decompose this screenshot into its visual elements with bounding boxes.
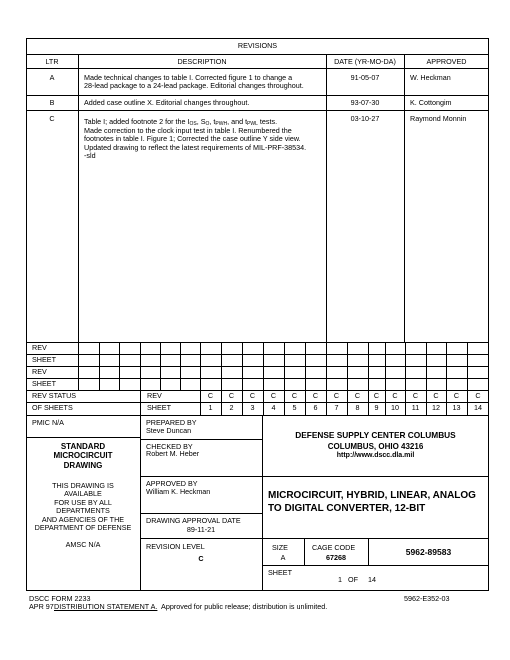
- sheet-status-value: 7: [334, 403, 339, 412]
- sheet-number: 1 OF 14: [338, 575, 376, 584]
- rev-status-value: C: [249, 391, 256, 400]
- rev-row-c-description: Made correction to the clock input test in table I. Renumbered the footnotes in table I. Figure 1; Corrected the case outline Y side view. Updated drawing to reflect the latest requirements of MIL-PRF-38534. -sld: [84, 126, 307, 161]
- rev-row-a-approved: W. Heckman: [410, 73, 451, 82]
- pmic: PMIC N/A: [32, 418, 64, 427]
- sheet-label-2: SHEET: [32, 379, 56, 388]
- distribution-statement: DISTRIBUTION STATEMENT A. Approved for public release; distribution is unlimited.: [54, 602, 328, 611]
- rev-row-a-ltr: A: [49, 73, 55, 82]
- rev-row-b-ltr: B: [49, 98, 55, 107]
- of-sheets-sheet-label: SHEET: [147, 403, 171, 412]
- agency-line1: DEFENSE SUPPLY CENTER COLUMBUS: [295, 430, 456, 440]
- rev-status-value: C: [412, 391, 419, 400]
- size-value: A: [280, 553, 286, 562]
- checked-by-label: CHECKED BY: [146, 442, 193, 451]
- sheet-status-value: 6: [313, 403, 318, 412]
- checked-by: Robert M. Heber: [146, 449, 200, 458]
- rev-label-2: REV: [32, 367, 47, 376]
- rev-row-b-approved: K. Cottongim: [410, 98, 452, 107]
- availability-statement: THIS DRAWING IS AVAILABLE FOR USE BY ALL DEPARTMENTS AND AGENCIES OF THE DEPARTMENT OF DEFENSE: [34, 481, 132, 533]
- rev-status-label: REV STATUS: [32, 391, 77, 400]
- rev-status-value: C: [354, 391, 361, 400]
- drawing-number: 5962-89583: [405, 547, 452, 557]
- rev-status-value: C: [291, 391, 298, 400]
- rev-label-1: REV: [32, 343, 47, 352]
- grid-column-line: [160, 342, 161, 390]
- rev-status-value: C: [312, 391, 319, 400]
- approved-header: APPROVED: [426, 57, 467, 66]
- of-sheets-label: OF SHEETS: [32, 403, 73, 412]
- sheet-status-value: 1: [208, 403, 213, 412]
- sheet-status-value: 9: [374, 403, 379, 412]
- rev-status-value: C: [392, 391, 398, 400]
- approval-date-label: DRAWING APPROVAL DATE: [146, 516, 241, 525]
- cage-value: 67268: [326, 553, 346, 562]
- sheet-status-value: 2: [229, 403, 234, 412]
- doc-code: 5962-E352-03: [404, 594, 450, 603]
- sheet-status-value: 13: [452, 403, 461, 412]
- rev-status-value: C: [453, 391, 460, 400]
- sheet-status-value: 10: [391, 403, 399, 412]
- rev-row-c-description-line1: Table I; added footnote 2 for the $I_{OS}$, $S_O$, $t_{PWH}$, and $t_{PWL}$ tests.: [84, 117, 278, 127]
- form-date: APR 97: [29, 602, 54, 611]
- grid-column-line: [180, 342, 181, 390]
- rev-status-value: C: [475, 391, 481, 400]
- approved-by-label: APPROVED BY: [146, 479, 198, 488]
- sheet-label: SHEET: [268, 568, 292, 577]
- grid-column-line: [78, 342, 79, 390]
- rev-row-a-description: Made technical changes to table I. Corrected figure 1 to change a 28-lead package to a 24-lead package. Editorial changes throughout.: [84, 73, 304, 91]
- agency-url: http://www.dscc.dla.mil: [336, 452, 415, 459]
- rev-row-b-description: Added case outline X. Editorial changes throughout.: [84, 98, 250, 107]
- rev-status-value: C: [270, 391, 277, 400]
- approval-date: 89-11-21: [186, 525, 216, 534]
- sheet-status-value: 8: [355, 403, 360, 412]
- size-label: SIZE: [272, 543, 288, 552]
- rev-row-c-approved: Raymond Monnin: [410, 114, 467, 123]
- cage-label: CAGE CODE: [312, 543, 356, 552]
- description-header: DESCRIPTION: [177, 57, 227, 66]
- grid-column-line: [140, 342, 141, 415]
- rev-row-a-date: 91-05-07: [350, 73, 380, 82]
- drawing-title: MICROCIRCUIT, HYBRID, LINEAR, ANALOG TO DIGITAL CONVERTER, 12-BIT: [268, 490, 476, 514]
- rev-status-rev-label: REV: [147, 391, 162, 400]
- rev-status-value: C: [333, 391, 340, 400]
- rev-row-b-date: 93-07-30: [350, 98, 380, 107]
- sheet-status-value: 12: [432, 403, 440, 412]
- sheet-status-value: 14: [474, 403, 482, 412]
- approved-by: William K. Heckman: [146, 487, 211, 496]
- revision-level: C: [198, 554, 204, 563]
- rev-row-c-ltr: C: [49, 114, 55, 123]
- rev-status-value: C: [433, 391, 439, 400]
- form-number: DSCC FORM 2233: [29, 594, 91, 603]
- sheet-status-value: 11: [411, 403, 420, 412]
- revision-level-label: REVISION LEVEL: [146, 542, 205, 551]
- prepared-by-label: PREPARED BY: [146, 418, 197, 427]
- grid-column-line: [99, 342, 100, 390]
- rev-row-c-date: 03-10-27: [350, 114, 380, 123]
- grid-column-line: [119, 342, 120, 390]
- standard-drawing: STANDARD MICROCIRCUIT DRAWING: [53, 442, 113, 470]
- prepared-by: Steve Duncan: [146, 426, 192, 435]
- agency-line2: COLUMBUS, OHIO 43216: [327, 442, 424, 451]
- rev-status-value: C: [373, 391, 380, 400]
- rev-status-value: C: [228, 391, 235, 400]
- sheet-status-value: 3: [250, 403, 255, 412]
- date-header: DATE (YR-MO-DA): [334, 57, 396, 66]
- ltr-header: LTR: [45, 57, 59, 66]
- sheet-status-value: 5: [292, 403, 297, 412]
- sheet-status-value: 4: [271, 403, 276, 412]
- amsc: AMSC N/A: [65, 540, 101, 549]
- revisions-title: REVISIONS: [237, 41, 278, 50]
- rev-status-value: C: [207, 391, 214, 400]
- sheet-label-1: SHEET: [32, 355, 56, 364]
